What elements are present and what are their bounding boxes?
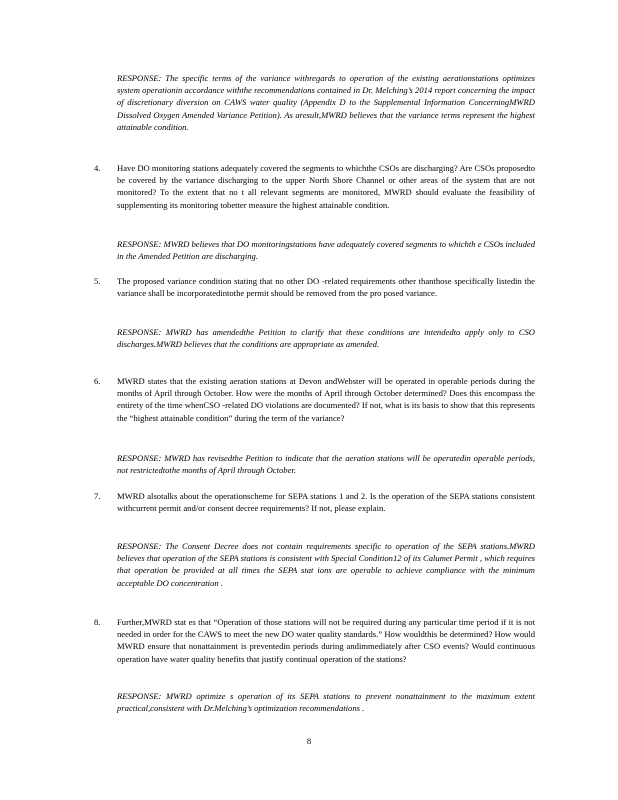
list-item	[94, 490, 535, 530]
list-item	[94, 162, 535, 224]
item-text: Have DO monitoring stations adequately covered the segments to whichthe CSOs are discharging? Are CSOs proposedto be covered by the variance discharging to the upper North Shore Channel or other areas of the system that are not monitored? To the extent that no t all relevant segments are monitored, MWRD should evaluate the feasibility of supplementing its monitoring tobetter measure the highest attainable condition.	[117, 163, 535, 210]
response-paragraph: RESPONSE: MWRD believes that DO monitoringstations have adequately covered segments to whichth e CSOs included in the Amended Petition are discharging.	[117, 239, 535, 262]
item-text: MWRD alsotalks about the operationscheme for SEPA stations 1 and 2. Is the operation of the SEPA stations consistent withcurrent permit and/or consent decree requirements? If not, please explain.	[117, 491, 535, 514]
item-number: 6.	[94, 376, 101, 386]
item-number: 7.	[94, 491, 101, 501]
list-item	[94, 275, 535, 315]
response-paragraph: RESPONSE: MWRD has revisedthe Petition to indicate that the aeration stations will be operatedin operable periods, not restrictedtothe months of April through October.	[117, 453, 535, 476]
item-text: Further,MWRD stat es that “Operation of those stations will not be required during any particular time period if it is not needed in order for the CAWS to meet the new DO water quality standards.” How wouldthis be determined? How would MWRD ensure that nonattainment is preventedin periods during andimmediately after CSO events? Would continuous operation have water quality benefits that justify continual operation of the stations?	[117, 617, 535, 664]
item-text: MWRD states that the existing aeration stations at Devon andWebster will be operated in operable periods during the months of April through October. How were the months of April through October determined? Does this encompass the entirety of the time whenCSO -related DO violations are documented? If not, what is its basis to show that this represents the “highest attainable condition” during the term of the variance?	[117, 376, 535, 423]
response-paragraph: RESPONSE: The Consent Decree does not contain requirements specific to operation of the SEPA stations.MWRD believes that operation of the SEPA stations is consistent with Special Condition12 of its Calumet Permit , which requires that operation be provided at all times the SEPA stat ions are operable to achieve compliance with the minimum acceptable DO concentration .	[117, 541, 535, 588]
item-number: 4.	[94, 163, 101, 173]
list-item	[94, 375, 535, 439]
response-paragraph: RESPONSE: MWRD optimize s operation of its SEPA stations to prevent nonattainment to the maximum extent practical,consistent with Dr.Melching’s optimization recommendations .	[117, 691, 535, 714]
page-number: 8	[306, 736, 312, 746]
list-item	[94, 616, 535, 678]
item-number: 5.	[94, 276, 101, 286]
response-paragraph: RESPONSE: MWRD has amendedthe Petition to clarify that these conditions are intendedto apply only to CSO discharges.MWRD believes that the conditions are appropriate as amended.	[117, 327, 535, 350]
item-text: The proposed variance condition stating that no other DO -related requirements other thanthose specifically listedin the variance shall be incorporatedintothe permit should be removed from the pro posed variance.	[117, 276, 535, 299]
item-number: 8.	[94, 617, 101, 627]
response-paragraph: RESPONSE: The specific terms of the variance withregards to operation of the existing aerationstations optimizes system operationin accordance withthe recommendations contained in Dr. Melching’s 2014 report concerning the impact of discretionary diversion on CAWS water quality (Appendix D to the Supplemental Information ConcerningMWRD Dissolved Oxygen Amended Variance Petition). As aresult,MWRD believes that the variance terms represent the highest attainable condition.	[117, 73, 535, 132]
